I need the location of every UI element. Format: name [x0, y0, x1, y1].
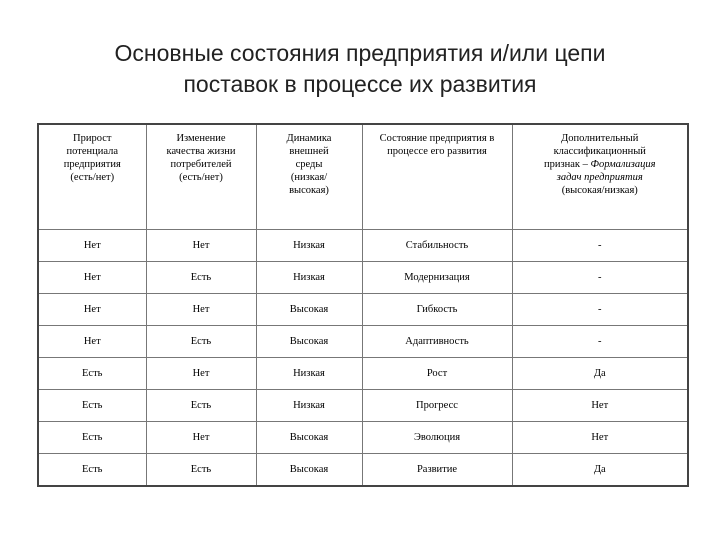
cell-dynamics: Высокая: [256, 421, 362, 453]
cell-state: Эволюция: [362, 421, 512, 453]
cell-life-quality: Есть: [146, 453, 256, 486]
header-life-quality: [146, 124, 256, 229]
table-row: [38, 357, 688, 389]
header-environment-dynamics: [256, 124, 362, 229]
cell-life-quality: Нет: [146, 421, 256, 453]
header-potential-growth: [38, 124, 146, 229]
cell-state: Стабильность: [362, 229, 512, 261]
header-enterprise-state-text: Состояние предприятия в процессе его развития: [379, 133, 495, 157]
cell-state: Рост: [362, 357, 512, 389]
cell-potential: Нет: [38, 293, 146, 325]
table-row: [38, 421, 688, 453]
states-table: [37, 123, 689, 487]
cell-life-quality: Есть: [146, 261, 256, 293]
table-row: [38, 453, 688, 486]
cell-dynamics: Высокая: [256, 453, 362, 486]
cell-life-quality: Нет: [146, 229, 256, 261]
cell-dynamics: Низкая: [256, 389, 362, 421]
cell-state: Гибкость: [362, 293, 512, 325]
header-extra-feature-text: [535, 132, 665, 197]
header-life-quality-text: Изменение качества жизни потребителей (есть/нет): [166, 133, 236, 183]
cell-state: Адаптивность: [362, 325, 512, 357]
cell-dynamics: Низкая: [256, 229, 362, 261]
slide-title: [40, 38, 680, 100]
table-row: [38, 261, 688, 293]
cell-life-quality: Нет: [146, 357, 256, 389]
table-row: [38, 325, 688, 357]
header-extra-feature: [512, 124, 688, 229]
cell-potential: Есть: [38, 453, 146, 486]
cell-extra: -: [512, 229, 688, 261]
cell-potential: Есть: [38, 357, 146, 389]
cell-extra: Нет: [512, 389, 688, 421]
cell-potential: Нет: [38, 325, 146, 357]
cell-extra: -: [512, 325, 688, 357]
header-potential-growth-text: Прирост потенциала предприятия (есть/нет): [63, 133, 121, 183]
table-row: [38, 389, 688, 421]
header-extra-feature-main: Дополнительный классификационный признак –: [544, 133, 646, 170]
cell-potential: Есть: [38, 421, 146, 453]
cell-life-quality: Есть: [146, 389, 256, 421]
slide-title-line-2: поставок в процессе их развития: [183, 71, 537, 97]
cell-dynamics: Низкая: [256, 357, 362, 389]
cell-life-quality: Нет: [146, 293, 256, 325]
cell-dynamics: Высокая: [256, 325, 362, 357]
cell-potential: Есть: [38, 389, 146, 421]
cell-extra: Нет: [512, 421, 688, 453]
header-extra-feature-tail: (высокая/низкая): [561, 185, 638, 196]
cell-state: Развитие: [362, 453, 512, 486]
table-row: [38, 293, 688, 325]
header-environment-dynamics-text: Динамика внешней среды (низкая/ высокая): [286, 133, 332, 196]
table-header-row: [38, 124, 688, 229]
cell-state: Прогресс: [362, 389, 512, 421]
cell-extra: Да: [512, 357, 688, 389]
states-table-container: [37, 123, 689, 487]
cell-state: Модернизация: [362, 261, 512, 293]
header-extra-feature-italic: Формализация задач предприятия: [556, 159, 656, 183]
cell-extra: -: [512, 293, 688, 325]
cell-potential: Нет: [38, 261, 146, 293]
cell-dynamics: Высокая: [256, 293, 362, 325]
header-enterprise-state: [362, 124, 512, 229]
cell-extra: Да: [512, 453, 688, 486]
cell-dynamics: Низкая: [256, 261, 362, 293]
cell-life-quality: Есть: [146, 325, 256, 357]
cell-extra: -: [512, 261, 688, 293]
table-row: [38, 229, 688, 261]
cell-potential: Нет: [38, 229, 146, 261]
slide-title-line-1: Основные состояния предприятия и/или цепи: [114, 40, 606, 66]
